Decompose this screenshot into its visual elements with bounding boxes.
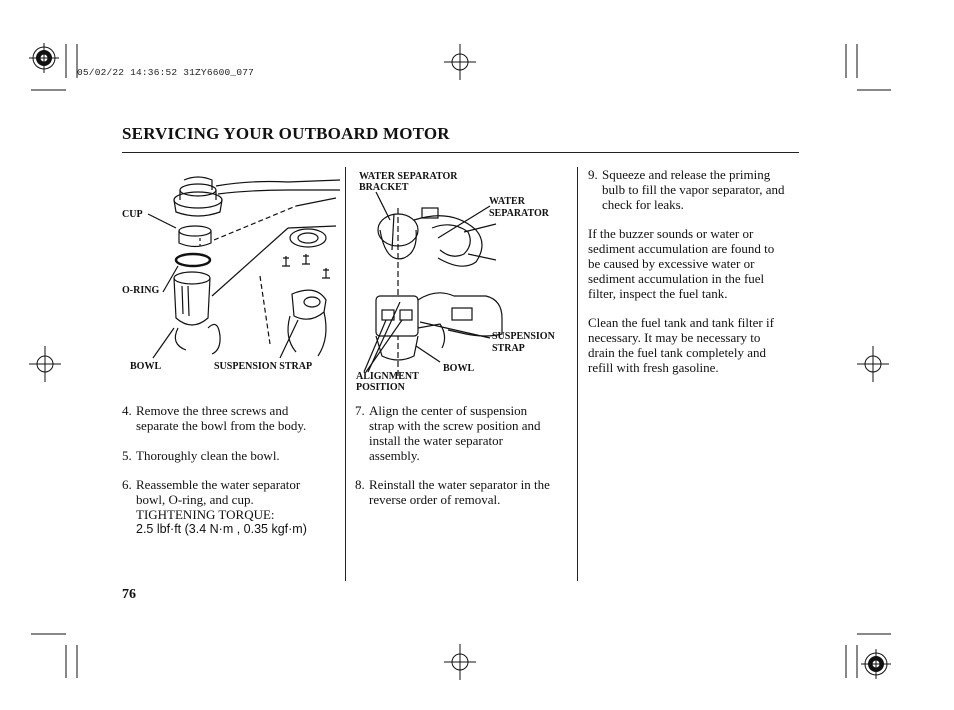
paragraph-line: refill with fresh gasoline. (588, 360, 719, 375)
label-cup: CUP (122, 209, 143, 220)
paragraph-clean-fuel-tank (588, 315, 803, 375)
page-number: 76 (122, 587, 136, 602)
step-line: separate the bowl from the body. (136, 418, 307, 433)
step-5 (122, 448, 342, 463)
step-line: Align the center of suspension (369, 403, 528, 418)
step-9 (588, 167, 808, 212)
paragraph-line: sediment accumulation are found to (588, 241, 775, 256)
label-water-separator-bracket-line2: BRACKET (359, 182, 409, 193)
crosshair-bottom-center-icon (444, 644, 476, 680)
label-bowl: BOWL (130, 361, 162, 372)
step-number: 5. (122, 448, 132, 463)
step-6 (122, 477, 342, 537)
step-line: install the water separator (369, 433, 503, 448)
label-bowl-middle: BOWL (443, 363, 475, 374)
paragraph-line: necessary. It may be necessary to (588, 330, 761, 345)
step-7 (355, 403, 575, 463)
paragraph-line: Clean the fuel tank and tank filter if (588, 315, 774, 330)
step-line: strap with the screw position and (369, 418, 541, 433)
label-alignment-position-line1: ALIGNMENT (356, 371, 419, 382)
label-alignment-position-line2: POSITION (356, 382, 405, 393)
step-line: Reassemble the water separator (136, 477, 301, 492)
step-4 (122, 403, 342, 433)
step-number: 9. (588, 167, 598, 182)
label-o-ring: O-RING (122, 285, 160, 296)
label-water-separator-bracket-line1: WATER SEPARATOR (359, 171, 458, 182)
water-separator-installed-illustration (356, 168, 570, 388)
paragraph-line: If the buzzer sounds or water or (588, 226, 754, 241)
label-suspension-strap: SUSPENSION STRAP (214, 361, 313, 372)
title-rule (122, 152, 799, 153)
paragraph-line: be caused by excessive water or (588, 256, 755, 271)
step-line: reverse order of removal. (369, 492, 501, 507)
paragraph-fuel-tank-inspection (588, 226, 803, 301)
step-line: Thoroughly clean the bowl. (136, 448, 280, 463)
crop-mark-top-right (846, 44, 891, 90)
step-line: TIGHTENING TORQUE: (136, 507, 275, 522)
step-line: Squeeze and release the priming (602, 167, 771, 182)
tightening-torque-value: 2.5 lbf·ft (3.4 N·m , 0.35 kgf·m) (136, 522, 307, 536)
label-water-separator-line1: WATER (489, 196, 525, 207)
step-line: assembly. (369, 448, 420, 463)
step-line: bowl, O-ring, and cup. (136, 492, 254, 507)
paragraph-line: filter, inspect the fuel tank. (588, 286, 728, 301)
label-suspension-strap-line1: SUSPENSION (492, 331, 555, 342)
paragraph-line: drain the fuel tank completely and (588, 345, 766, 360)
column-divider-left (345, 167, 346, 581)
step-number: 8. (355, 477, 365, 492)
step-number: 4. (122, 403, 132, 418)
crosshair-left-mid-icon (29, 346, 61, 382)
paragraph-line: sediment accumulation in the fuel (588, 271, 765, 286)
label-water-separator-line2: SEPARATOR (489, 208, 550, 219)
water-separator-exploded-illustration (120, 168, 342, 388)
column-divider-right (577, 167, 578, 581)
step-line: bulb to fill the vapor separator, and (602, 182, 785, 197)
print-timestamp: 05/02/22 14:36:52 31ZY6600_077 (77, 67, 255, 78)
step-number: 7. (355, 403, 365, 418)
label-suspension-strap-line2: STRAP (492, 343, 525, 354)
step-line: Remove the three screws and (136, 403, 289, 418)
step-number: 6. (122, 477, 132, 492)
step-8 (355, 477, 575, 507)
crosshair-rosette-bottom-icon (861, 649, 891, 679)
crosshair-rosette-icon (29, 43, 59, 73)
section-title: SERVICING YOUR OUTBOARD MOTOR (122, 124, 450, 143)
crop-mark-bottom-left (31, 634, 77, 678)
crosshair-top-center-icon (444, 44, 476, 80)
step-line: Reinstall the water separator in the (369, 477, 550, 492)
step-line: check for leaks. (602, 197, 684, 212)
crosshair-right-mid-icon (857, 346, 889, 382)
